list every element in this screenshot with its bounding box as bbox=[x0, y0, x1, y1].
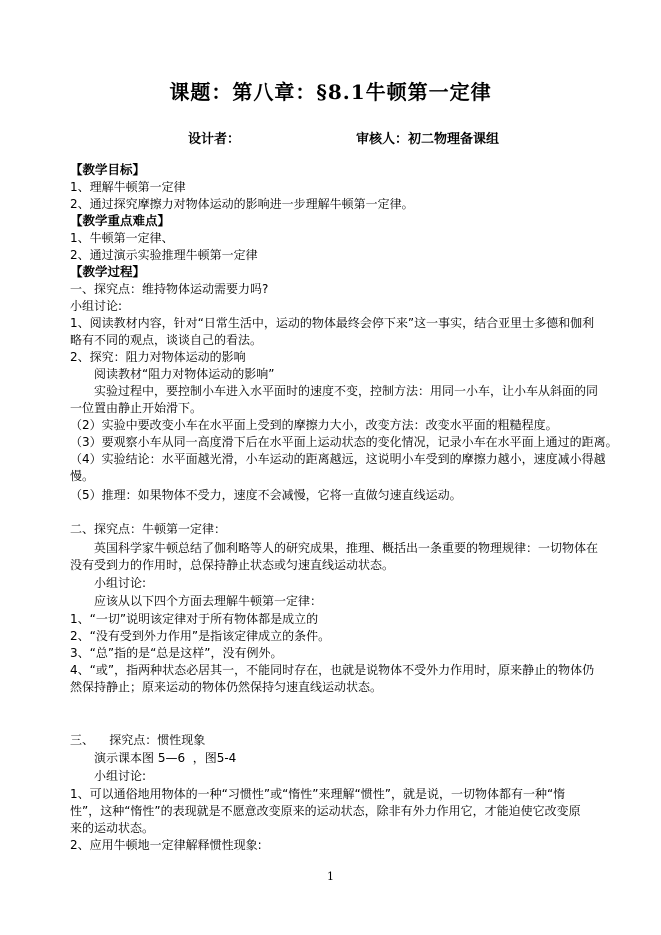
heading-teaching-process: 【教学过程】 bbox=[70, 264, 146, 279]
text-line: 1、牛顿第一定律、 bbox=[70, 231, 174, 245]
text-line: 2、探究：阻力对物体运动的影响 bbox=[70, 350, 246, 364]
text-line: 来的运动状态。 bbox=[70, 821, 155, 835]
text-line: 略有不同的观点，谈谈自己的看法。 bbox=[70, 333, 263, 347]
text-line: 性”，这种“惰性”的表现就是不愿意改变原来的运动状态，除非有外力作用它，才能迫使它改变原 bbox=[70, 804, 581, 818]
text-line: 然保持静止；原来运动的物体仍然保持匀速直线运动状态。 bbox=[70, 680, 383, 694]
text-line: 1、“一切”说明该定律对于所有物体都是成立的 bbox=[70, 612, 319, 626]
text-line: 实验过程中，要控制小车进入水平面时的速度不变，控制方法：用同一小车，让小车从斜面的同 bbox=[94, 384, 599, 398]
text-line: 2、通过探究摩擦力对物体运动的影响进一步理解牛顿第一定律。 bbox=[70, 197, 414, 211]
text-line: 没有受到力的作用时，总保持静止状态或匀速直线运动状态。 bbox=[70, 558, 395, 572]
text-line: （3）要观察小车从同一高度滑下后在水平面上运动状态的变化情况，记录小车在水平面上通过的距离。 bbox=[70, 435, 618, 449]
section-heading: 二、探究点：牛顿第一定律： bbox=[70, 522, 227, 536]
text-line: 小组讨论: bbox=[94, 576, 147, 590]
text-line: 3、“总”指的是“总是这样”，没有例外。 bbox=[70, 646, 283, 660]
text-line: 一位置由静止开始滑下。 bbox=[70, 401, 203, 415]
text-line: 4、“或”，指两种状态必居其一，不能同时存在，也就是说物体不受外力作用时，原来静止的物体仍 bbox=[70, 663, 595, 677]
text-line: 演示课本图 5—6 ，图5-4 bbox=[94, 751, 237, 765]
section-heading: 一、探究点：维持物体运动需要力吗? bbox=[70, 282, 269, 296]
page-title: 课题：第八章：§8.1牛顿第一定律 bbox=[169, 80, 492, 104]
heading-key-points: 【教学重点难点】 bbox=[70, 213, 171, 228]
text-line: 2、“没有受到外力作用”是指该定律成立的条件。 bbox=[70, 629, 331, 643]
text-line: 应该从以下四个方面去理解牛顿第一定律： bbox=[94, 594, 323, 608]
heading-teaching-goals: 【教学目标】 bbox=[70, 162, 146, 177]
text-line: （2）实验中要改变小车在水平面上受到的摩擦力大小，改变方法：改变水平面的粗糙程度。 bbox=[70, 418, 558, 432]
text-line: （5）推理：如果物体不受力，速度不会减慢，它将一直做匀速直线运动。 bbox=[70, 488, 462, 502]
section-heading: 三、 探究点：惯性现象 bbox=[70, 733, 206, 747]
text-line: 1、可以通俗地用物体的一种“习惯性”或“惰性”来理解“惯性”，就是说，一切物体都有一种“惰 bbox=[70, 787, 566, 801]
designer-label: 设计者： bbox=[188, 132, 241, 147]
text-line: 英国科学家牛顿总结了伽利略等人的研究成果，推理、概括出一条重要的物理规律：一切物体在 bbox=[94, 541, 599, 555]
text-line: （4）实验结论：水平面越光滑，小车运动的距离越远，这说明小车受到的摩擦力越小，速度减小得越 bbox=[70, 452, 606, 466]
text-line: 小组讨论: bbox=[70, 299, 123, 313]
page-number: 1 bbox=[327, 870, 334, 883]
text-line: 1、阅读教材内容，针对“日常生活中，运动的物体最终会停下来”这一事实，结合亚里士多德和伽利 bbox=[70, 316, 595, 330]
text-line: 阅读教材“阻力对物体运动的影响” bbox=[94, 367, 275, 381]
text-line: 2、通过演示实验推理牛顿第一定律 bbox=[70, 248, 258, 262]
text-line: 慢。 bbox=[70, 469, 95, 483]
text-line: 1、理解牛顿第一定律 bbox=[70, 180, 186, 194]
reviewer-label: 审核人：初二物理备课组 bbox=[356, 132, 500, 147]
text-line: 2、应用牛顿地一定律解释惯性现象: bbox=[70, 838, 262, 852]
text-line: 小组讨论: bbox=[94, 769, 147, 783]
